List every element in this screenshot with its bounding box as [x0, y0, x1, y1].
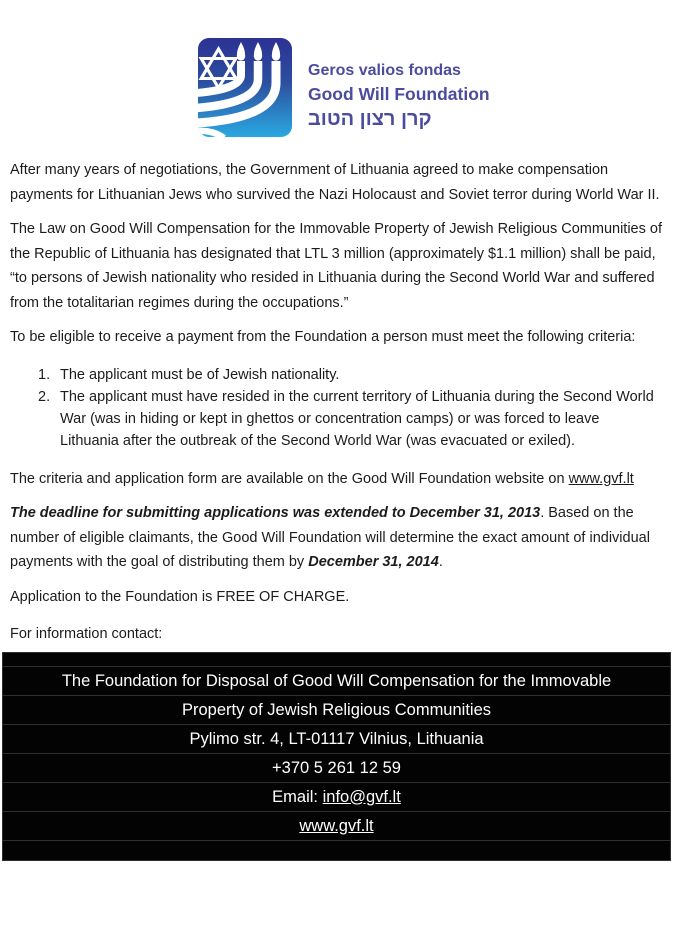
- footer-top-spacer: [3, 653, 670, 666]
- logo-wordmark: [308, 38, 490, 137]
- menorah-star-of-david-logo-icon: [198, 38, 292, 137]
- footer-bottom-spacer: [3, 840, 670, 860]
- email-link[interactable]: info@gvf.lt: [322, 787, 401, 806]
- website-sentence-text: The criteria and application form are available on the Good Will Foundation website on: [10, 470, 569, 487]
- foundation-name-line2: Property of Jewish Religious Communities: [3, 695, 670, 724]
- paragraph-free-of-charge: Application to the Foundation is FREE OF CHARGE.: [10, 588, 350, 605]
- paragraph-deadline: [10, 501, 663, 575]
- document-page: [0, 38, 673, 861]
- logo-name-hebrew: קרן רצון הטוב: [308, 108, 432, 130]
- list-number: 2.: [38, 388, 51, 405]
- foundation-name-line1: The Foundation for Disposal of Good Will Compensation for the Immovable: [3, 666, 670, 695]
- paragraph-negotiations: After many years of negotiations, the Government of Lithuania agreed to make compensation payments for Lithuanian Jews who survived the Nazi Holocaust and Soviet terror during World War II.: [10, 162, 660, 203]
- logo-name-lithuanian: Geros valios fondas: [308, 62, 461, 79]
- list-item-text: The applicant must be of Jewish nationality.: [60, 366, 340, 383]
- email-label: Email:: [272, 787, 323, 806]
- foundation-phone: +370 5 261 12 59: [3, 753, 670, 782]
- logo-name-english: Good Will Foundation: [308, 84, 490, 104]
- distribution-date-bold-text: December 31, 2014: [308, 554, 439, 570]
- paragraph-law: The Law on Good Will Compensation for the Immovable Property of Jewish Religious Communities of the Republic of Lithuania has designated that LTL 3 million (approximately $1.1 million) shall be paid, “to persons of Jewish nationality who resided in Lithuania during the Second World War and suffered from the totalitarian regimes during the occupations.”: [10, 221, 662, 311]
- criteria-item-2: [10, 386, 663, 452]
- deadline-bold-text: The deadline for submitting applications was extended to December 31, 2013: [10, 505, 541, 521]
- list-number: 1.: [38, 366, 51, 383]
- gvf-website-link[interactable]: www.gvf.lt: [568, 470, 634, 487]
- good-will-foundation-logo: [198, 38, 673, 137]
- footer-website-link[interactable]: www.gvf.lt: [299, 816, 374, 835]
- document-body: [10, 158, 663, 647]
- foundation-address: Pylimo str. 4, LT-01117 Vilnius, Lithuania: [3, 724, 670, 753]
- paragraph-eligibility-intro: To be eligible to receive a payment from the Foundation a person must meet the following criteria:: [10, 329, 636, 345]
- list-item-text: The applicant must have resided in the current territory of Lithuania during the Second World War (was in hiding or kept in ghettos or concentration camps) or was forced to leave Lithuania after the outbreak of the Second World War (was evacuated or exiled).: [60, 388, 654, 449]
- contact-footer: [2, 652, 671, 861]
- criteria-list: [10, 364, 663, 452]
- footer-email-row: [3, 782, 670, 811]
- deadline-period: .: [438, 554, 443, 570]
- paragraph-website: [10, 467, 663, 492]
- deadline-middle-text: . Based on the number of eligible claimants, the Good Will Foundation will determine the exact amount of individual payments with the goal of distributing them by: [10, 505, 650, 570]
- paragraph-contact-intro: For information contact:: [10, 626, 163, 642]
- criteria-item-1: [10, 364, 663, 386]
- footer-website-row: [3, 811, 670, 840]
